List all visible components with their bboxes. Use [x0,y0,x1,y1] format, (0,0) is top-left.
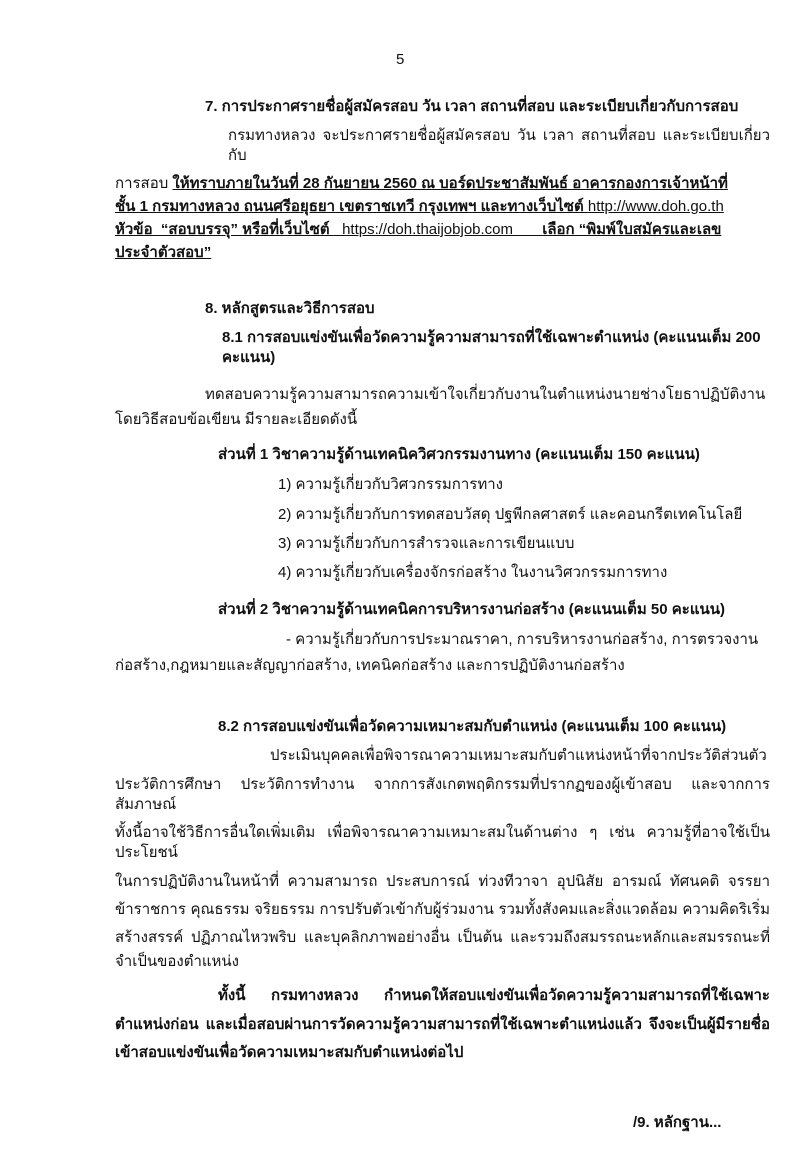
part-2-text: ก่อสร้าง,กฎหมายและสัญญาก่อสร้าง, เทคนิคก่อสร้าง และการปฏิบัติงานก่อสร้าง [115,657,625,674]
text: การสอบ [115,175,173,192]
section-7-heading: 7. การประกาศรายชื่อผู้สมัครสอบ วัน เวลา สถานที่สอบ และระเบียบเกี่ยวกับการสอบ [205,98,739,115]
text: หัวข้อ “สอบบรรจุ” หรือที่เว็บไซต์ [115,221,334,238]
text: เลือก “พิมพ์ใบสมัครและเลข [542,221,722,238]
section-8-2-text: ทั้งนี้อาจใช้วิธีการอื่นใดเพิ่มเติม เพื่อพิจารณาความเหมาะสมในด้านต่าง ๆ เช่น ความรู้ที่อาจใช้เป็นประโยชน์ [115,824,770,861]
part-2-text: - ความรู้เกี่ยวกับการประมาณราคา, การบริหารงานก่อสร้าง, การตรวจงาน [286,631,759,648]
section-7-text [115,197,770,217]
section-8-1-heading: 8.1 การสอบแข่งขันเพื่อวัดความรู้ความสามารถที่ใช้เฉพาะตำแหน่ง (คะแนนเต็ม 200 คะแนน) [222,329,761,366]
section-8-2-text: ประวัติการศึกษา ประวัติการทำงาน จากการสังเกตพฤติกรรมที่ปรากฏของผู้เข้าสอบ และจากการสัมภาษณ์ [115,776,770,813]
section-7-text [115,174,770,194]
section-8-1-text: ทดสอบความรู้ความสามารถความเข้าใจเกี่ยวกับงานในตำแหน่งนายช่างโยธาปฏิบัติงาน [205,386,766,403]
section-7-text: กรมทางหลวง จะประกาศรายชื่อผู้สมัครสอบ วัน เวลา สถานที่สอบ และระเบียบเกี่ยวกับ [228,127,770,164]
section-8-1-text: โดยวิธีสอบข้อเขียน มีรายละเอียดดังนี้ [115,411,358,428]
note-text: ทั้งนี้ กรมทางหลวง กำหนดให้สอบแข่งขันเพื่อวัดความรู้ความสามารถที่ใช้เฉพาะ [218,987,770,1004]
list-item: 2) ความรู้เกี่ยวกับการทดสอบวัสดุ ปฐพีกลศาสตร์ และคอนกรีตเทคโนโลยี [278,506,743,523]
section-8-heading: 8. หลักสูตรและวิธีการสอบ [205,300,375,317]
part-1-heading: ส่วนที่ 1 วิชาความรู้ด้านเทคนิควิศวกรรมงานทาง (คะแนนเต็ม 150 คะแนน) [218,446,700,463]
list-item: 3) ความรู้เกี่ยวกับการสำรวจและการเขียนแบบ [278,535,575,552]
list-item: 1) ความรู้เกี่ยวกับวิศวกรรมการทาง [278,476,503,493]
section-8-2-text: สร้างสรรค์ ปฏิภาณไหวพริบ และบุคลิกภาพอย่างอื่น เป็นต้น และรวมถึงสมรรถนะหลักและสมรรถนะที่ [115,929,770,946]
doh-website-link[interactable]: http://www.doh.go.th [587,198,724,215]
section-7-text: ประจำตัวสอบ” [115,244,212,261]
section-7-text [115,220,770,240]
announcement-date: ให้ทราบภายในวันที่ 28 กันยายน 2560 ณ บอร์ดประชาสัมพันธ์ อาคารกองการเจ้าหน้าที่ [172,175,728,192]
part-2-heading: ส่วนที่ 2 วิชาความรู้ด้านเทคนิคการบริหารงานก่อสร้าง (คะแนนเต็ม 50 คะแนน) [218,601,726,618]
section-8-2-text: จำเป็นของตำแหน่ง [115,953,239,970]
thaijobjob-link[interactable]: https://doh.thaijobjob.com [333,221,543,238]
section-8-2-text: ในการปฏิบัติงานในหน้าที่ ความสามารถ ประสบการณ์ ท่วงทีวาจา อุปนิสัย อารมณ์ ทัศนคติ จรรยา [115,873,770,890]
page-number: 5 [396,51,405,68]
note-text: เข้าสอบแข่งขันเพื่อวัดความเหมาะสมกับตำแหน่งต่อไป [115,1044,464,1061]
section-8-2-heading: 8.2 การสอบแข่งขันเพื่อวัดความเหมาะสมกับตำแหน่ง (คะแนนเต็ม 100 คะแนน) [218,718,727,735]
section-8-2-text: ข้าราชการ คุณธรรม จริยธรรม การปรับตัวเข้ากับผู้ร่วมงาน รวมทั้งสังคมและสิ่งแวดล้อม ความคิดริเริ่ม [115,901,770,918]
announcement-location: ชั้น 1 กรมทางหลวง ถนนศรีอยุธยา เขตราชเทวี กรุงเทพฯ และทางเว็บไซต์ [115,198,588,215]
section-8-2-text: ประเมินบุคคลเพื่อพิจารณาความเหมาะสมกับตำแหน่งหน้าที่จากประวัติส่วนตัว [270,747,767,764]
note-text: ตำแหน่งก่อน และเมื่อสอบผ่านการวัดความรู้ความสามารถที่ใช้เฉพาะตำแหน่งแล้ว จึงจะเป็นผู้มีรายชื่อ [115,1016,770,1033]
list-item: 4) ความรู้เกี่ยวกับเครื่องจักรก่อสร้าง ในงานวิศวกรรมการทาง [278,564,668,581]
continuation-footer: /9. หลักฐาน... [633,1114,722,1131]
